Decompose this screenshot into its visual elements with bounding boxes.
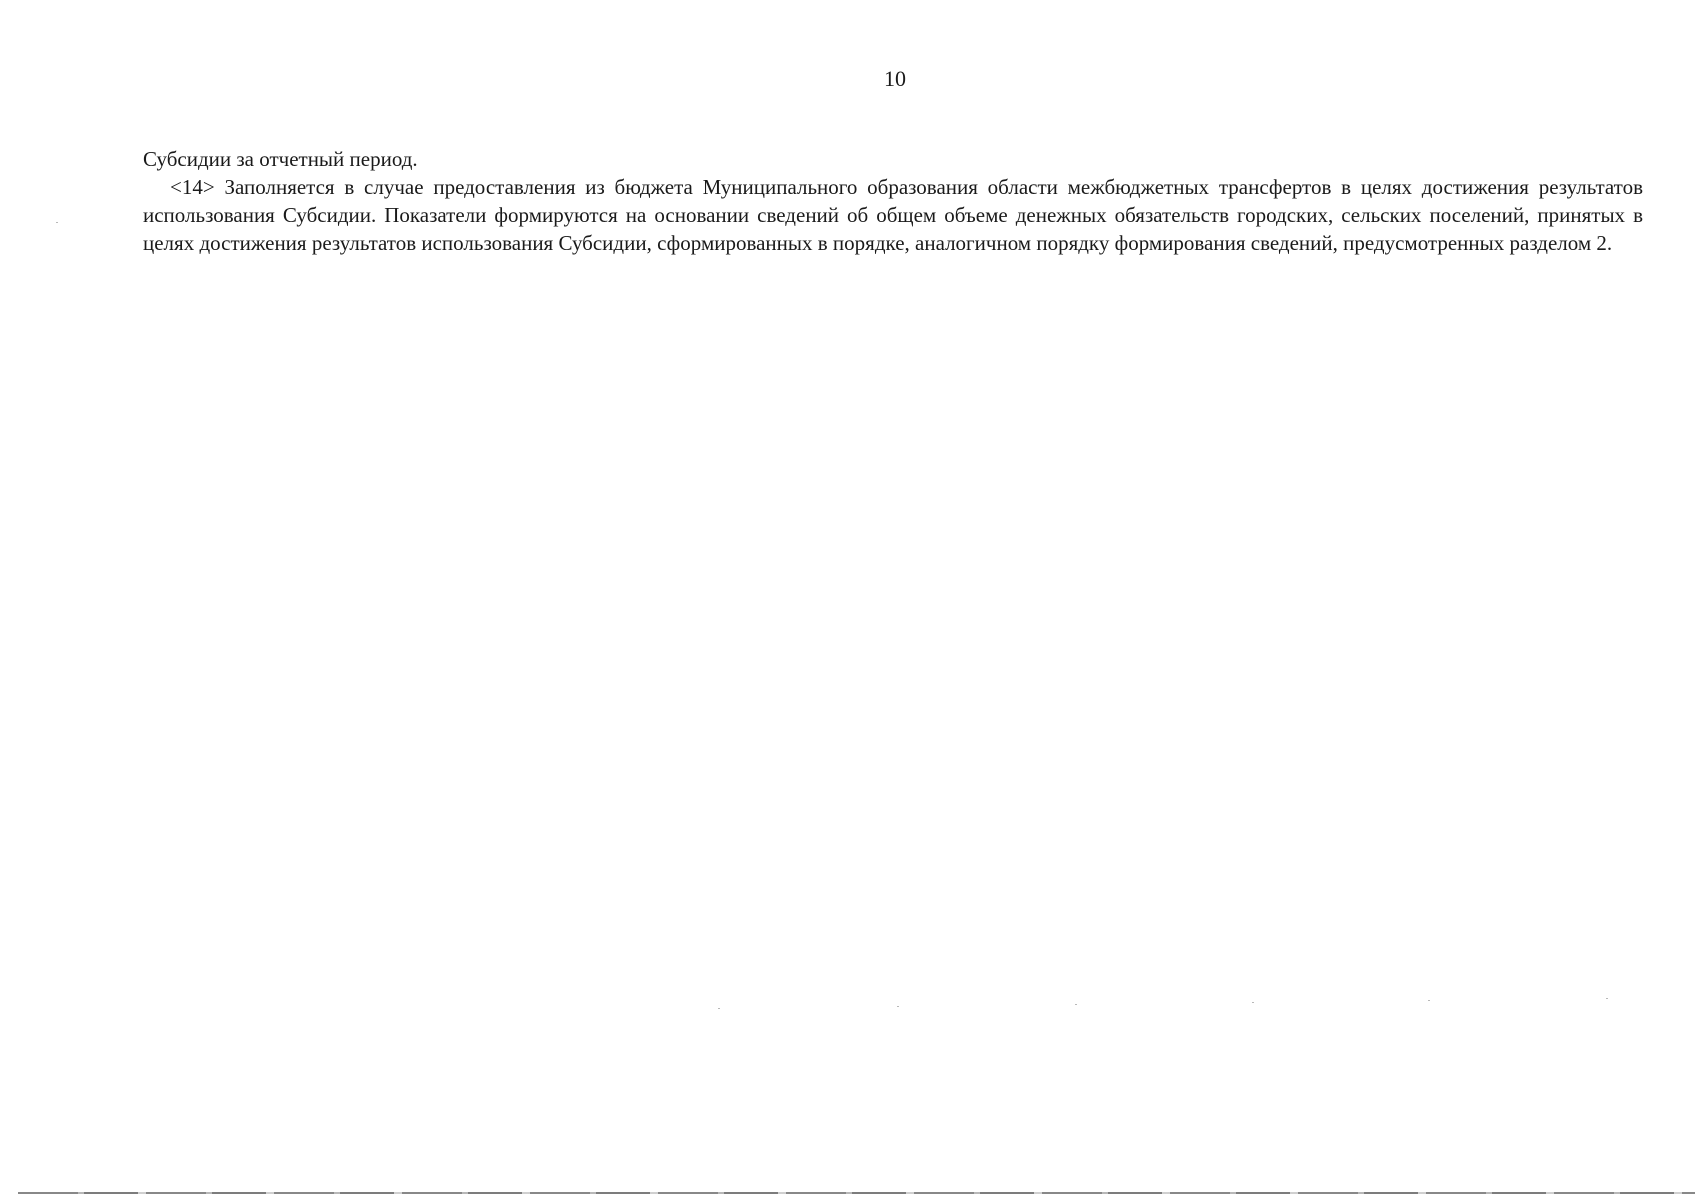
- document-body: [143, 145, 1643, 257]
- scan-speck: [897, 1006, 899, 1007]
- scan-speck: [56, 222, 58, 223]
- page-number: 10: [884, 66, 906, 91]
- footnote-14: <14> Заполняется в случае предоставления из бюджета Муниципального образования области межбюджетных трансфертов в целях достижения результатов использования Субсидии. Показатели формируются на основании сведений об общем объеме денежных обязательств городских, сельских поселений, принятых в целях достижения результатов использования Субсидии, сформированных в порядке, аналогичном порядку формирования сведений, предусмотренных разделом 2.: [143, 175, 1643, 255]
- scan-speck: [1252, 1002, 1254, 1003]
- scan-speck: [1606, 998, 1608, 999]
- scan-bottom-edge: [18, 1192, 1695, 1194]
- scan-speck: [1428, 1000, 1430, 1001]
- scan-speck: [718, 1008, 720, 1009]
- scan-speck: [1075, 1004, 1077, 1005]
- paragraph-continuation: Субсидии за отчетный период.: [143, 147, 418, 171]
